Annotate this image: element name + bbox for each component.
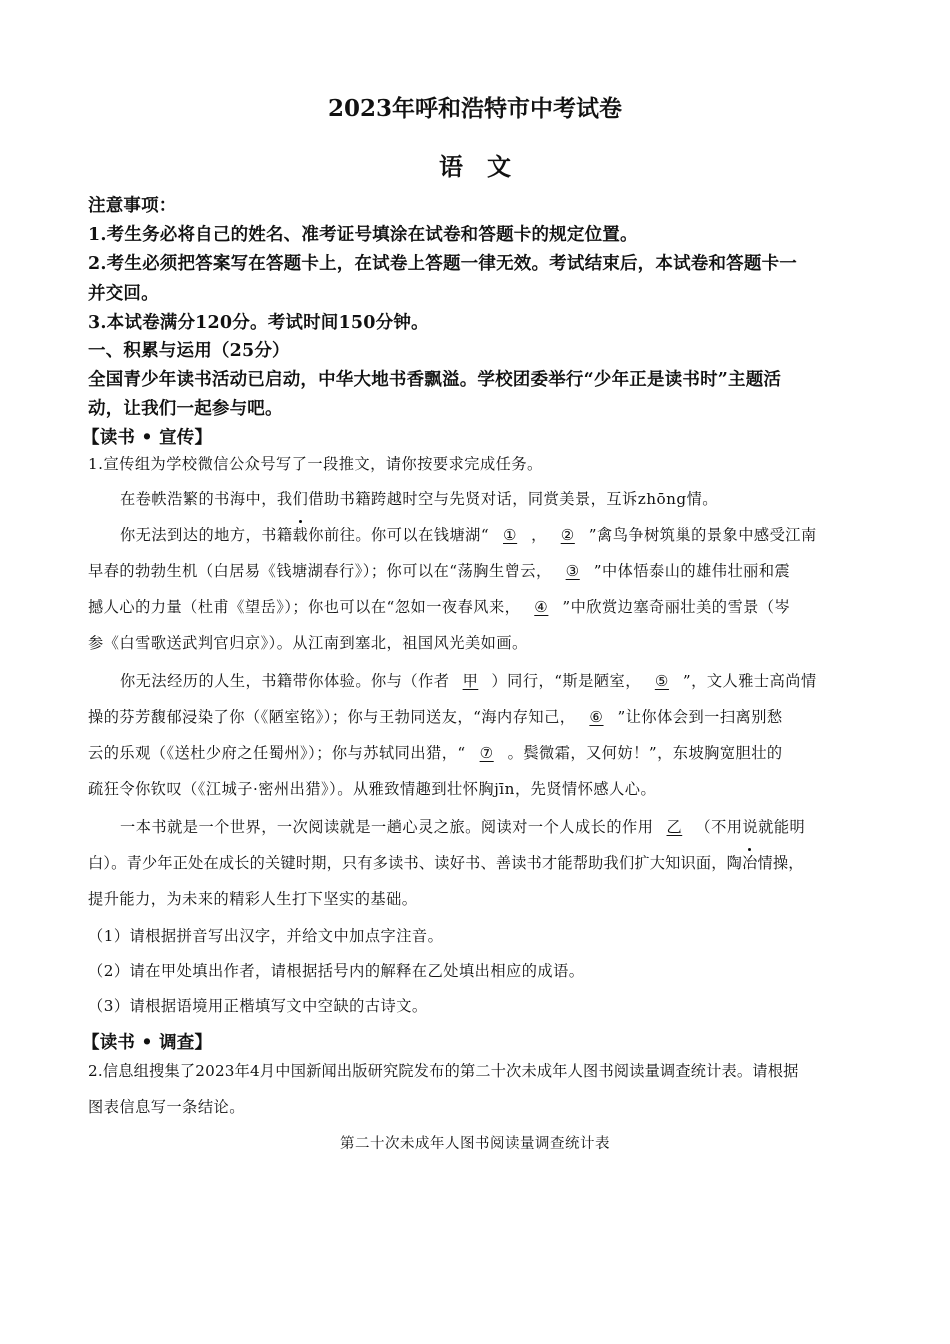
notice-item-1: 1.考生务必将自己的姓名、准考证号填涂在试卷和答题卡的规定位置。 [88,225,638,245]
p4-line-1: 一本书就是一个世界，一次阅读就是一趟心灵之旅。阅读对一个人成长的作用 乙 （不用说就能明 [120,818,806,836]
emphasis-dot-char: 载 [292,526,309,544]
p4-line-2: 白）。青少年正处在成长的关键时期，只有多读书、读好书、善读书才能帮助我们扩大知识面，陶冶情操， [88,854,804,872]
section1-heading: 一、积累与运用（25分） [88,341,290,361]
blank-2: ② [560,526,575,544]
task-3: （3）请根据语境用正楷填写文中空缺的古诗文。 [88,997,428,1015]
p2-line-1: 你无法到达的地方，书籍载你前往。你可以在钱塘湖“ ① ， ② ”禽鸟争树筑巢的景象中感受江南 [120,526,817,544]
notice-heading: 注意事项： [88,196,177,216]
notice-item-3: 3.本试卷满分120分。考试时间150分钟。 [88,313,429,333]
question-2-line-2: 图表信息写一条结论。 [88,1098,245,1116]
part2-heading: 【读书 • 调查】 [82,1033,213,1053]
question-1: 1.宣传组为学校微信公众号写了一段推文，请你按要求完成任务。 [88,455,543,473]
p2-line-3: 撼人心的力量（杜甫《望岳》）；你也可以在“忽如一夜春风来， ④ ”中欣赏边塞奇丽壮美的雪景（岑 [88,598,791,616]
blank-3: ③ [565,562,580,580]
question-2-line-1: 2.信息组搜集了2023年4月中国新闻出版研究院发布的第二十次未成年人图书阅读量调查统计表。请根据 [88,1062,799,1080]
blank-jia: 甲 [462,672,479,690]
exam-title: 2023年呼和浩特市中考试卷 [327,95,622,122]
blank-6: ⑥ [589,708,604,726]
blank-7: ⑦ [479,744,494,762]
task-2: （2）请在甲处填出作者，请根据括号内的解释在乙处填出相应的成语。 [88,962,585,980]
section1-intro-2: 动，让我们一起参与吧。 [88,399,283,419]
blank-1: ① [503,526,518,544]
p3-line-1: 你无法经历的人生，书籍带你体验。你与（作者 甲 ）同行，“斯是陋室， ⑤ ”，文人雅士高尚情 [120,672,817,690]
paragraph-1: 在卷帙浩繁的书海中，我们借助书籍跨越时空与先贤对话，同赏美景，互诉zhōng情。 [120,490,718,508]
blank-yi: 乙 [666,818,683,836]
p2-line-4: 参《白雪歌送武判官归京》）。从江南到塞北，祖国风光美如画。 [88,634,528,652]
subject-title: 语 文 [439,152,511,181]
blank-4: ④ [534,598,549,616]
task-1: （1）请根据拼音写出汉字，并给文中加点字注音。 [88,927,444,945]
section1-intro-1: 全国青少年读书活动已启动，中华大地书香飘溢。学校团委举行“少年正是读书时”主题活 [88,370,782,390]
p3-line-3: 云的乐观（《送杜少府之任蜀州》）；你与苏轼同出猎，“ ⑦ 。鬓微霜，又何妨！”，东坡胸宽胆壮的 [88,744,783,762]
p3-line-2: 操的芬芳馥郁浸染了你（《陋室铭》）；你与王勃同送友，“海内存知己， ⑥ ”让你体会到一扫离别愁 [88,708,783,726]
emphasis-dot-char: 冶 [742,854,758,872]
p3-line-4: 疏狂令你钦叹（《江城子·密州出猎》）。从雅致情趣到壮怀胸jīn，先贤情怀感人心。 [88,780,657,798]
notice-item-2: 2.考生必须把答案写在答题卡上，在试卷上答题一律无效。考试结束后，本试卷和答题卡一 [88,254,797,274]
p2-line-2: 早春的勃勃生机（白居易《钱塘湖春行》）；你可以在“荡胸生曾云， ③ ”中体悟泰山的雄伟壮丽和震 [88,562,791,580]
blank-5: ⑤ [654,672,669,690]
table-caption: 第二十次未成年人图书阅读量调查统计表 [340,1136,610,1152]
notice-item-2-cont: 并交回。 [88,284,159,304]
part1-heading: 【读书 • 宣传】 [82,428,213,448]
p4-line-3: 提升能力，为未来的精彩人生打下坚实的基础。 [88,890,418,908]
